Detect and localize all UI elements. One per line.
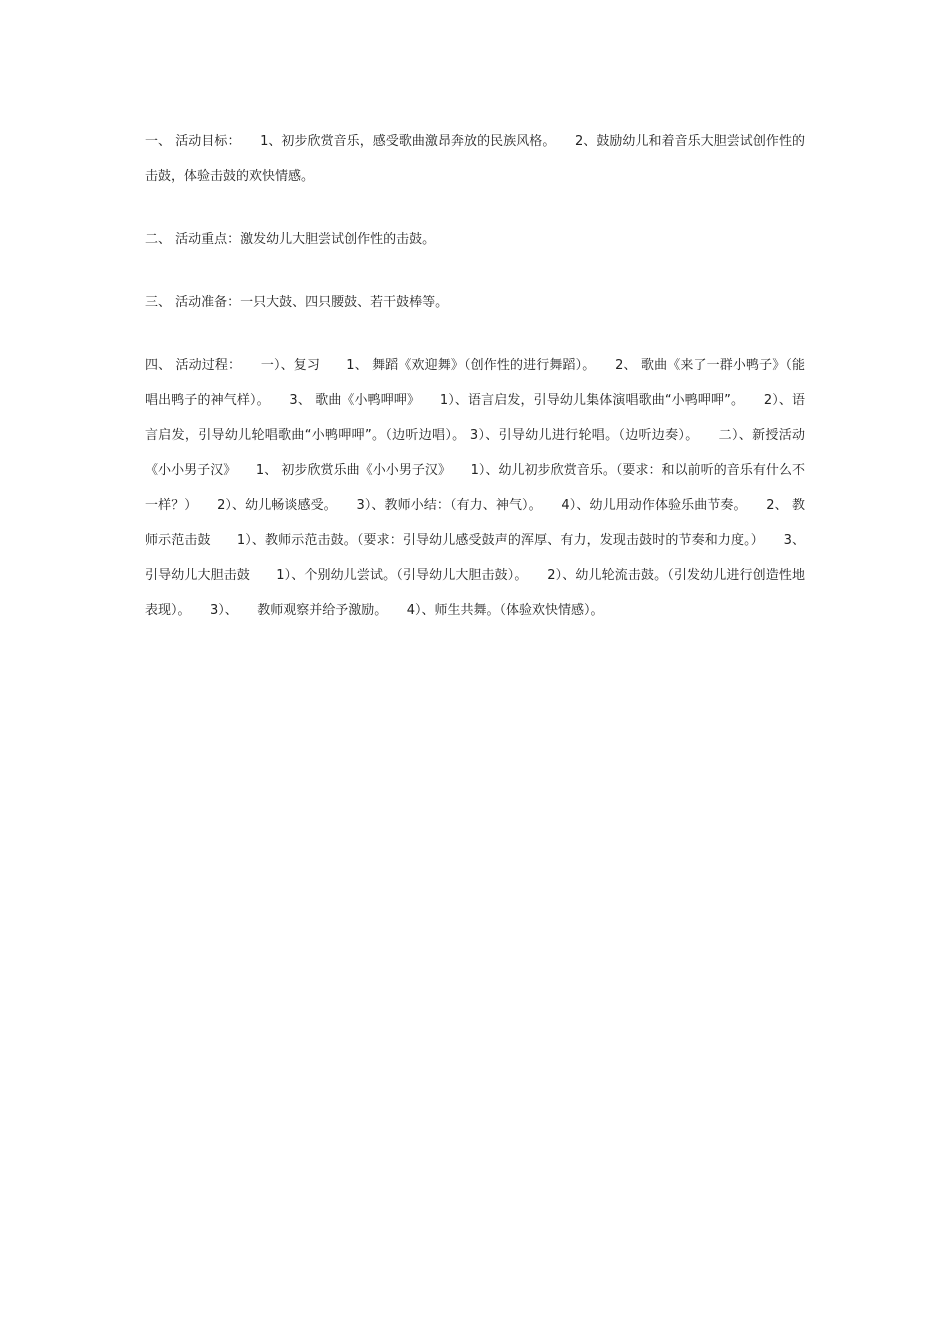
document-body <box>145 124 805 628</box>
section-activity-process: 四、 活动过程： 一）、复习 1、 舞蹈《欢迎舞》（创作性的进行舞蹈）。 2、 歌曲《来了一群小鸭子》（能唱出鸭子的神气样）。 3、 歌曲《小鸭呷呷》 1）、语言启发，引导幼儿集体演唱歌曲“小鸭呷呷”。 2）、语言启发，引导幼儿轮唱歌曲“小鸭呷呷”。（边听边唱）。 3）、引导幼儿进行轮唱。（边听边奏）。 二）、新授活动《小小男子汉》 1、 初步欣赏乐曲《小小男子汉》 1）、幼儿初步欣赏音乐。（要求：和以前听的音乐有什么不一样？） 2）、幼儿畅谈感受。 3）、教师小结：（有力、神气）。 4）、幼儿用动作体验乐曲节奏。 2、 教师示范击鼓 1）、教师示范击鼓。（要求：引导幼儿感受鼓声的浑厚、有力，发现击鼓时的节奏和力度。） 3、 引导幼儿大胆击鼓 1）、个别幼儿尝试。（引导幼儿大胆击鼓）。 2）、幼儿轮流击鼓。（引发幼儿进行创造性地表现）。 3）、 教师观察并给予激励。 4）、师生共舞。（体验欢快情感）。 <box>145 358 805 618</box>
section-activity-focus: 二、 活动重点：激发幼儿大胆尝试创作性的击鼓。 <box>145 232 436 247</box>
section-activity-goals: 一、 活动目标： 1、初步欣赏音乐，感受歌曲激昂奔放的民族风格。 2、鼓励幼儿和着音乐大胆尝试创作性的击鼓，体验击鼓的欢快情感。 <box>145 134 805 184</box>
section-activity-preparation: 三、 活动准备：一只大鼓、四只腰鼓、若干鼓棒等。 <box>145 295 449 310</box>
